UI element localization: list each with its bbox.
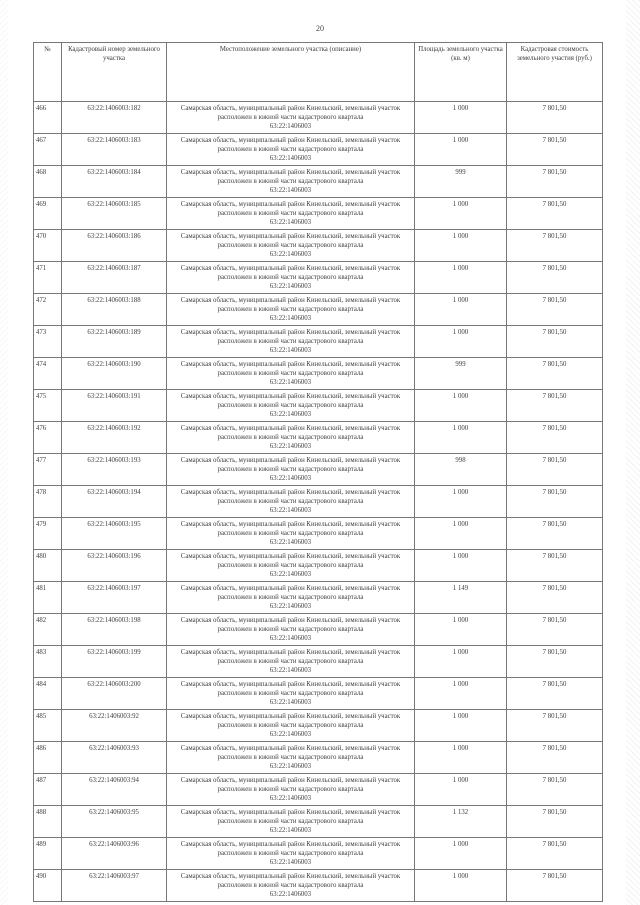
plot-area: 1 000 bbox=[415, 134, 507, 166]
plot-area: 1 000 bbox=[415, 390, 507, 422]
table-row bbox=[34, 806, 603, 838]
plot-area: 1 000 bbox=[415, 838, 507, 870]
cadastral-number: 63:22:1406003:93 bbox=[62, 742, 167, 774]
cadastral-cost: 7 801,50 bbox=[507, 678, 603, 710]
location-cell bbox=[167, 390, 415, 422]
location-description: Самарская область, муниципальный район Кинельский, земельный участок расположен в южной части кадастрового квартала bbox=[180, 777, 401, 793]
cadastral-cost: 7 801,50 bbox=[507, 646, 603, 678]
plot-area: 1 000 bbox=[415, 710, 507, 742]
cadastral-number: 63:22:1406003:183 bbox=[62, 134, 167, 166]
row-number: 487 bbox=[34, 774, 62, 806]
location-description: Самарская область, муниципальный район Кинельский, земельный участок расположен в южной части кадастрового квартала bbox=[180, 265, 401, 281]
cadastral-number: 63:22:1406003:182 bbox=[62, 102, 167, 134]
location-cell bbox=[167, 614, 415, 646]
cadastral-cost: 7 801,50 bbox=[507, 166, 603, 198]
location-cell bbox=[167, 550, 415, 582]
table-row bbox=[34, 134, 603, 166]
plot-area: 1 000 bbox=[415, 102, 507, 134]
cadastral-cost: 7 801,50 bbox=[507, 198, 603, 230]
header-cost: Кадастровая стоимость земельного участия (руб.) bbox=[507, 43, 603, 102]
cadastral-number: 63:22:1406003:199 bbox=[62, 646, 167, 678]
table-row bbox=[34, 486, 603, 518]
cadastral-number: 63:22:1406003:196 bbox=[62, 550, 167, 582]
cadastral-quarter: 63:22:1406003 bbox=[269, 347, 312, 354]
table-row bbox=[34, 390, 603, 422]
cadastral-cost: 7 801,50 bbox=[507, 806, 603, 838]
location-description: Самарская область, муниципальный район Кинельский, земельный участок расположен в южной части кадастрового квартала bbox=[180, 521, 401, 537]
header-area: Площадь земельного участка (кв. м) bbox=[415, 43, 507, 102]
cadastral-quarter: 63:22:1406003 bbox=[269, 187, 312, 194]
cadastral-number: 63:22:1406003:194 bbox=[62, 486, 167, 518]
row-number: 467 bbox=[34, 134, 62, 166]
table-row bbox=[34, 230, 603, 262]
row-number: 486 bbox=[34, 742, 62, 774]
location-description: Самарская область, муниципальный район Кинельский, земельный участок расположен в южной части кадастрового квартала bbox=[180, 681, 401, 697]
cadastral-quarter: 63:22:1406003 bbox=[269, 763, 312, 770]
plot-area: 1 132 bbox=[415, 806, 507, 838]
cadastral-quarter: 63:22:1406003 bbox=[269, 251, 312, 258]
plot-area: 1 000 bbox=[415, 678, 507, 710]
plot-area: 998 bbox=[415, 454, 507, 486]
row-number: 490 bbox=[34, 870, 62, 902]
location-cell bbox=[167, 134, 415, 166]
plot-area: 999 bbox=[415, 166, 507, 198]
table-row bbox=[34, 710, 603, 742]
location-description: Самарская область, муниципальный район Кинельский, земельный участок расположен в южной части кадастрового квартала bbox=[180, 393, 401, 409]
cadastral-cost: 7 801,50 bbox=[507, 870, 603, 902]
cadastral-number: 63:22:1406003:190 bbox=[62, 358, 167, 390]
table-body bbox=[34, 102, 603, 902]
plot-area: 1 000 bbox=[415, 774, 507, 806]
cadastral-quarter: 63:22:1406003 bbox=[269, 539, 312, 546]
cadastral-cost: 7 801,50 bbox=[507, 294, 603, 326]
location-description: Самарская область, муниципальный район Кинельский, земельный участок расположен в южной части кадастрового квартала bbox=[180, 649, 401, 665]
table-row bbox=[34, 102, 603, 134]
cadastral-quarter: 63:22:1406003 bbox=[269, 315, 312, 322]
table-row bbox=[34, 742, 603, 774]
row-number: 481 bbox=[34, 582, 62, 614]
cadastral-cost: 7 801,50 bbox=[507, 486, 603, 518]
table-row bbox=[34, 678, 603, 710]
table-row bbox=[34, 582, 603, 614]
cadastral-number: 63:22:1406003:191 bbox=[62, 390, 167, 422]
location-description: Самарская область, муниципальный район Кинельский, земельный участок расположен в южной части кадастрового квартала bbox=[180, 713, 401, 729]
table-row bbox=[34, 422, 603, 454]
row-number: 473 bbox=[34, 326, 62, 358]
cadastral-quarter: 63:22:1406003 bbox=[269, 443, 312, 450]
cadastral-number: 63:22:1406003:95 bbox=[62, 806, 167, 838]
location-description: Самарская область, муниципальный район Кинельский, земельный участок расположен в южной части кадастрового квартала bbox=[180, 105, 401, 121]
plot-area: 1 000 bbox=[415, 614, 507, 646]
location-description: Самарская область, муниципальный район Кинельский, земельный участок расположен в южной части кадастрового квартала bbox=[180, 585, 401, 601]
cadastral-cost: 7 801,50 bbox=[507, 134, 603, 166]
cadastral-quarter: 63:22:1406003 bbox=[269, 571, 312, 578]
plot-area: 1 000 bbox=[415, 550, 507, 582]
location-cell bbox=[167, 422, 415, 454]
location-cell bbox=[167, 102, 415, 134]
location-description: Самарская область, муниципальный район Кинельский, земельный участок расположен в южной части кадастрового квартала bbox=[180, 169, 401, 185]
row-number: 472 bbox=[34, 294, 62, 326]
row-number: 468 bbox=[34, 166, 62, 198]
row-number: 474 bbox=[34, 358, 62, 390]
cadastral-quarter: 63:22:1406003 bbox=[269, 475, 312, 482]
location-description: Самарская область, муниципальный район Кинельский, земельный участок расположен в южной части кадастрового квартала bbox=[180, 425, 401, 441]
location-cell bbox=[167, 646, 415, 678]
cadastral-number: 63:22:1406003:197 bbox=[62, 582, 167, 614]
cadastral-number: 63:22:1406003:184 bbox=[62, 166, 167, 198]
table-header-row bbox=[34, 43, 603, 102]
plot-area: 1 000 bbox=[415, 486, 507, 518]
cadastral-number: 63:22:1406003:193 bbox=[62, 454, 167, 486]
row-number: 475 bbox=[34, 390, 62, 422]
table-row bbox=[34, 550, 603, 582]
plot-area: 1 000 bbox=[415, 518, 507, 550]
plot-area: 1 000 bbox=[415, 262, 507, 294]
cadastral-quarter: 63:22:1406003 bbox=[269, 795, 312, 802]
plot-area: 1 000 bbox=[415, 742, 507, 774]
location-cell bbox=[167, 742, 415, 774]
page-number: 20 bbox=[316, 24, 324, 33]
row-number: 477 bbox=[34, 454, 62, 486]
cadastral-number: 63:22:1406003:192 bbox=[62, 422, 167, 454]
table-row bbox=[34, 326, 603, 358]
land-plots-table bbox=[33, 42, 603, 902]
plot-area: 1 149 bbox=[415, 582, 507, 614]
cadastral-quarter: 63:22:1406003 bbox=[269, 635, 312, 642]
cadastral-cost: 7 801,50 bbox=[507, 614, 603, 646]
location-description: Самарская область, муниципальный район Кинельский, земельный участок расположен в южной части кадастрового квартала bbox=[180, 297, 401, 313]
location-cell bbox=[167, 806, 415, 838]
cadastral-cost: 7 801,50 bbox=[507, 358, 603, 390]
table-row bbox=[34, 262, 603, 294]
table-row bbox=[34, 198, 603, 230]
table-row bbox=[34, 518, 603, 550]
cadastral-quarter: 63:22:1406003 bbox=[269, 155, 312, 162]
location-description: Самарская область, муниципальный район Кинельский, земельный участок расположен в южной части кадастрового квартала bbox=[180, 457, 401, 473]
location-description: Самарская область, муниципальный район Кинельский, земельный участок расположен в южной части кадастрового квартала bbox=[180, 233, 401, 249]
location-cell bbox=[167, 870, 415, 902]
cadastral-quarter: 63:22:1406003 bbox=[269, 123, 312, 130]
location-description: Самарская область, муниципальный район Кинельский, земельный участок расположен в южной части кадастрового квартала bbox=[180, 489, 401, 505]
table-row bbox=[34, 454, 603, 486]
location-description: Самарская область, муниципальный район Кинельский, земельный участок расположен в южной части кадастрового квартала bbox=[180, 745, 401, 761]
location-cell bbox=[167, 454, 415, 486]
location-cell bbox=[167, 774, 415, 806]
cadastral-cost: 7 801,50 bbox=[507, 710, 603, 742]
row-number: 489 bbox=[34, 838, 62, 870]
table-row bbox=[34, 294, 603, 326]
scan-edge-left bbox=[0, 0, 8, 905]
cadastral-quarter: 63:22:1406003 bbox=[269, 507, 312, 514]
location-description: Самарская область, муниципальный район Кинельский, земельный участок расположен в южной части кадастрового квартала bbox=[180, 361, 401, 377]
cadastral-number: 63:22:1406003:187 bbox=[62, 262, 167, 294]
location-description: Самарская область, муниципальный район Кинельский, земельный участок расположен в южной части кадастрового квартала bbox=[180, 329, 401, 345]
cadastral-quarter: 63:22:1406003 bbox=[269, 699, 312, 706]
plot-area: 1 000 bbox=[415, 294, 507, 326]
cadastral-cost: 7 801,50 bbox=[507, 262, 603, 294]
header-num: № bbox=[34, 43, 62, 102]
location-cell bbox=[167, 230, 415, 262]
location-description: Самарская область, муниципальный район Кинельский, земельный участок расположен в южной части кадастрового квартала bbox=[180, 617, 401, 633]
cadastral-cost: 7 801,50 bbox=[507, 326, 603, 358]
cadastral-cost: 7 801,50 bbox=[507, 102, 603, 134]
cadastral-number: 63:22:1406003:94 bbox=[62, 774, 167, 806]
row-number: 466 bbox=[34, 102, 62, 134]
cadastral-quarter: 63:22:1406003 bbox=[269, 379, 312, 386]
cadastral-quarter: 63:22:1406003 bbox=[269, 283, 312, 290]
cadastral-number: 63:22:1406003:185 bbox=[62, 198, 167, 230]
location-description: Самарская область, муниципальный район Кинельский, земельный участок расположен в южной части кадастрового квартала bbox=[180, 841, 401, 857]
cadastral-number: 63:22:1406003:96 bbox=[62, 838, 167, 870]
cadastral-number: 63:22:1406003:189 bbox=[62, 326, 167, 358]
row-number: 480 bbox=[34, 550, 62, 582]
location-description: Самарская область, муниципальный район Кинельский, земельный участок расположен в южной части кадастрового квартала bbox=[180, 201, 401, 217]
cadastral-cost: 7 801,50 bbox=[507, 390, 603, 422]
location-description: Самарская область, муниципальный район Кинельский, земельный участок расположен в южной части кадастрового квартала bbox=[180, 873, 401, 889]
row-number: 485 bbox=[34, 710, 62, 742]
cadastral-number: 63:22:1406003:97 bbox=[62, 870, 167, 902]
cadastral-quarter: 63:22:1406003 bbox=[269, 827, 312, 834]
row-number: 478 bbox=[34, 486, 62, 518]
table-row bbox=[34, 358, 603, 390]
location-cell bbox=[167, 710, 415, 742]
row-number: 471 bbox=[34, 262, 62, 294]
table-row bbox=[34, 774, 603, 806]
cadastral-cost: 7 801,50 bbox=[507, 518, 603, 550]
cadastral-cost: 7 801,50 bbox=[507, 838, 603, 870]
cadastral-number: 63:22:1406003:195 bbox=[62, 518, 167, 550]
location-cell bbox=[167, 198, 415, 230]
cadastral-quarter: 63:22:1406003 bbox=[269, 411, 312, 418]
header-cadastral: Кадастровый номер земельного участка bbox=[62, 43, 167, 102]
row-number: 469 bbox=[34, 198, 62, 230]
location-description: Самарская область, муниципальный район Кинельский, земельный участок расположен в южной части кадастрового квартала bbox=[180, 137, 401, 153]
cadastral-cost: 7 801,50 bbox=[507, 582, 603, 614]
location-cell bbox=[167, 326, 415, 358]
location-cell bbox=[167, 166, 415, 198]
location-cell bbox=[167, 358, 415, 390]
row-number: 470 bbox=[34, 230, 62, 262]
cadastral-cost: 7 801,50 bbox=[507, 454, 603, 486]
row-number: 479 bbox=[34, 518, 62, 550]
location-cell bbox=[167, 486, 415, 518]
location-description: Самарская область, муниципальный район Кинельский, земельный участок расположен в южной части кадастрового квартала bbox=[180, 553, 401, 569]
plot-area: 1 000 bbox=[415, 230, 507, 262]
table-row bbox=[34, 838, 603, 870]
cadastral-cost: 7 801,50 bbox=[507, 422, 603, 454]
table-row bbox=[34, 614, 603, 646]
location-cell bbox=[167, 582, 415, 614]
cadastral-quarter: 63:22:1406003 bbox=[269, 603, 312, 610]
plot-area: 1 000 bbox=[415, 870, 507, 902]
table-row bbox=[34, 646, 603, 678]
cadastral-number: 63:22:1406003:200 bbox=[62, 678, 167, 710]
cadastral-cost: 7 801,50 bbox=[507, 550, 603, 582]
cadastral-quarter: 63:22:1406003 bbox=[269, 891, 312, 898]
location-cell bbox=[167, 678, 415, 710]
location-cell bbox=[167, 838, 415, 870]
cadastral-quarter: 63:22:1406003 bbox=[269, 731, 312, 738]
row-number: 484 bbox=[34, 678, 62, 710]
row-number: 488 bbox=[34, 806, 62, 838]
plot-area: 1 000 bbox=[415, 326, 507, 358]
cadastral-number: 63:22:1406003:198 bbox=[62, 614, 167, 646]
header-location: Местоположение земельного участка (описание) bbox=[167, 43, 415, 102]
cadastral-number: 63:22:1406003:186 bbox=[62, 230, 167, 262]
plot-area: 1 000 bbox=[415, 422, 507, 454]
cadastral-cost: 7 801,50 bbox=[507, 742, 603, 774]
row-number: 476 bbox=[34, 422, 62, 454]
location-cell bbox=[167, 262, 415, 294]
plot-area: 1 000 bbox=[415, 646, 507, 678]
location-cell bbox=[167, 518, 415, 550]
cadastral-number: 63:22:1406003:92 bbox=[62, 710, 167, 742]
cadastral-quarter: 63:22:1406003 bbox=[269, 859, 312, 866]
location-cell bbox=[167, 294, 415, 326]
cadastral-number: 63:22:1406003:188 bbox=[62, 294, 167, 326]
cadastral-quarter: 63:22:1406003 bbox=[269, 219, 312, 226]
cadastral-cost: 7 801,50 bbox=[507, 230, 603, 262]
row-number: 482 bbox=[34, 614, 62, 646]
location-description: Самарская область, муниципальный район Кинельский, земельный участок расположен в южной части кадастрового квартала bbox=[180, 809, 401, 825]
table-row bbox=[34, 166, 603, 198]
cadastral-cost: 7 801,50 bbox=[507, 774, 603, 806]
plot-area: 1 000 bbox=[415, 198, 507, 230]
cadastral-quarter: 63:22:1406003 bbox=[269, 667, 312, 674]
scan-edge-right bbox=[626, 0, 640, 905]
table-row bbox=[34, 870, 603, 902]
row-number: 483 bbox=[34, 646, 62, 678]
plot-area: 999 bbox=[415, 358, 507, 390]
